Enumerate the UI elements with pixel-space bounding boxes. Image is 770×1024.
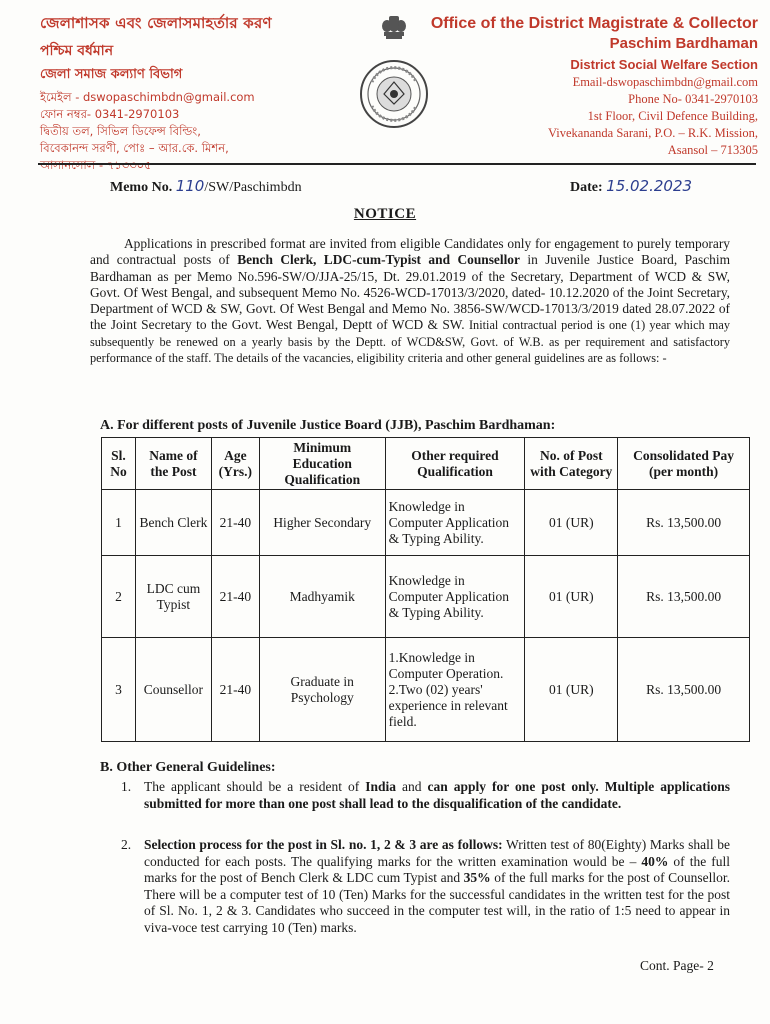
vacancy-table [101,437,750,742]
office-title: Office of the District Magistrate & Collector [430,15,758,32]
header-no-of-post: No. of Post with Category [525,438,618,490]
guideline-item-2 [121,837,730,936]
guideline-bold: 35% [463,870,491,885]
notice-title: NOTICE [353,206,417,222]
guideline-bold: India [365,779,397,794]
cell-pay: Rs. 13,500.00 [618,490,750,556]
cell-pay: Rs. 13,500.00 [618,638,750,742]
office-phone: Phone No- 0341-2970103 [628,92,758,106]
section-a-heading: A. For different posts of Juvenile Justice Board (JJB), Paschim Bardhaman: [100,418,556,433]
bengali-email: ইমেইল - dswopaschimbdn@gmail.com [40,90,255,104]
cell-education: Higher Secondary [259,490,385,556]
memo-date [570,177,692,196]
cell-post-name: Bench Clerk [135,490,211,556]
table-row [102,556,750,638]
bengali-section: জেলা সমাজ কল্যাণ বিভাগ [40,67,183,82]
continuation-note: Cont. Page- 2 [640,958,714,973]
guideline-item-1 [121,779,730,812]
guideline-text: of the full marks for the post of Counsellor. There will be a computer test of 10 (Ten) Marks for the successful candidates in the written test for the post of Sl. No. 1, 2 & 3. Candidates who succeed in the computer test will, in the ratio of 1:5 need to appear in viva-voce test carrying 10 (Ten) marks. [144,870,730,935]
memo-label: Memo No. [110,180,173,195]
guideline-text: of the full marks for the post of Bench Clerk & LDC cum Typist and [144,853,730,885]
cell-other-qualification: Knowledge in Computer Application & Typing Ability. [385,556,525,638]
intro-posts: Bench Clerk, LDC-cum-Typist and Counsellor [237,252,520,268]
section-b-heading: B. Other General Guidelines: [100,760,276,775]
bengali-address-line1: দ্বিতীয় তল, সিভিল ডিফেন্স বিল্ডিং, [40,124,201,138]
guideline-bold: can apply for one post only. Multiple applications submitted for more than one post shall lead to the disqualification of the candidate. [144,779,730,811]
memo-handwritten-number: 110 [175,177,205,195]
memo-number [110,177,302,196]
cell-education: Madhyamik [259,556,385,638]
cell-education: Graduate in Psychology [259,638,385,742]
cell-sl: 3 [102,638,136,742]
section-name: District Social Welfare Section [570,57,758,72]
state-emblem-seal-icon [358,12,430,130]
intro-text-2: in Juvenile Justice Board, Paschim Bardhaman as per Memo No.596-SW/O/JJA-25/15, Dt. 29.01.2019 of the Secretary, Department of WCD & SW, Govt. Of West Bengal, and subsequent Memo No. 4526-WCD-17013/3/2020, dated- 10.12.2020 of the Joint Secretary, Department of WCD & SW, Govt. Of West Bengal and Memo No. 3856-SW/WCD-17013/3/2019 dated 28.07.2022 of the Joint Secretary to the Govt. West Bengal, Deptt of WCD & SW. [90,252,730,333]
guideline-number: 2. [121,837,132,852]
cell-no-of-post: 01 (UR) [525,638,618,742]
cell-other-qualification [385,638,525,742]
qualification-item-2: 2.Two (02) years' experience in relevant field. [388,681,508,729]
intro-text-3: Initial contractual period is one (1) year which may subsequently be renewed on a yearly basis by the Deptt. of WCD&SW, Govt. of W.B. as per requirement and satisfactory performance of the staff. The details of the vacancies, eligibility criteria and other general guidelines are as follows: - [90,318,730,366]
address-line2: Vivekananda Sarani, P.O. – R.K. Mission, [548,126,758,140]
guideline-bold: Selection process for the post in Sl. no. 1, 2 & 3 are as follows: [144,837,503,852]
cell-age: 21-40 [211,490,259,556]
header-post-name: Name of the Post [135,438,211,490]
table-header-row [102,438,750,490]
bengali-office-title: জেলাশাসক এবং জেলাসমাহর্তার করণ [40,14,272,32]
cell-pay: Rs. 13,500.00 [618,556,750,638]
letterhead-bengali [40,12,340,174]
cell-sl: 2 [102,556,136,638]
letterhead-divider [38,163,756,165]
cell-post-name: LDC cum Typist [135,556,211,638]
letterhead-english [428,15,758,159]
cell-age: 21-40 [211,556,259,638]
cell-other-qualification: Knowledge in Computer Application & Typing Ability. [385,490,525,556]
bengali-district: পশ্চিম বর্ধমান [40,43,114,59]
header-pay: Consolidated Pay (per month) [618,438,750,490]
cell-age: 21-40 [211,638,259,742]
district-name: Paschim Bardhaman [609,35,758,52]
bengali-phone: ফোন নম্বর- 0341-2970103 [40,107,180,121]
table-row [102,638,750,742]
cell-sl: 1 [102,490,136,556]
guideline-number: 1. [121,779,132,794]
guideline-text: Written test of 80(Eighty) Marks shall be conducted for each posts. The qualifying marks for the written examination would be – [144,837,730,869]
cell-no-of-post: 01 (UR) [525,556,618,638]
handwritten-date: 15.02.2023 [606,177,693,195]
header-other-qualification: Other required Qualification [385,438,525,490]
guideline-text: The applicant should be a resident of [144,779,366,794]
bengali-address-line2: বিবেকানন্দ সরণী, পোঃ – আর.কে. মিশন, [40,141,229,155]
address-line3: Asansol – 713305 [667,143,758,157]
cell-post-name: Counsellor [135,638,211,742]
header-age: Age (Yrs.) [211,438,259,490]
intro-paragraph [90,236,730,366]
qualification-item-1: 1.Knowledge in Computer Operation. [388,649,504,681]
guideline-text: and [396,779,428,794]
guideline-bold: 40% [641,853,669,869]
date-label: Date: [570,180,603,195]
address-line1: 1st Floor, Civil Defence Building, [587,109,758,123]
bengali-address-line3: আসানসোল - ৭১৩৩০৫ [40,158,152,172]
header-sl: Sl. No [102,438,136,490]
cell-no-of-post: 01 (UR) [525,490,618,556]
memo-suffix: /SW/Paschimbdn [204,180,302,195]
header-education: Minimum Education Qualification [259,438,385,490]
office-email: Email-dswopaschimbdn@gmail.com [572,75,758,89]
table-row [102,490,750,556]
intro-text-1: Applications in prescribed format are invited from eligible Candidates only for engagement to purely temporary and contractual posts of [90,236,730,268]
